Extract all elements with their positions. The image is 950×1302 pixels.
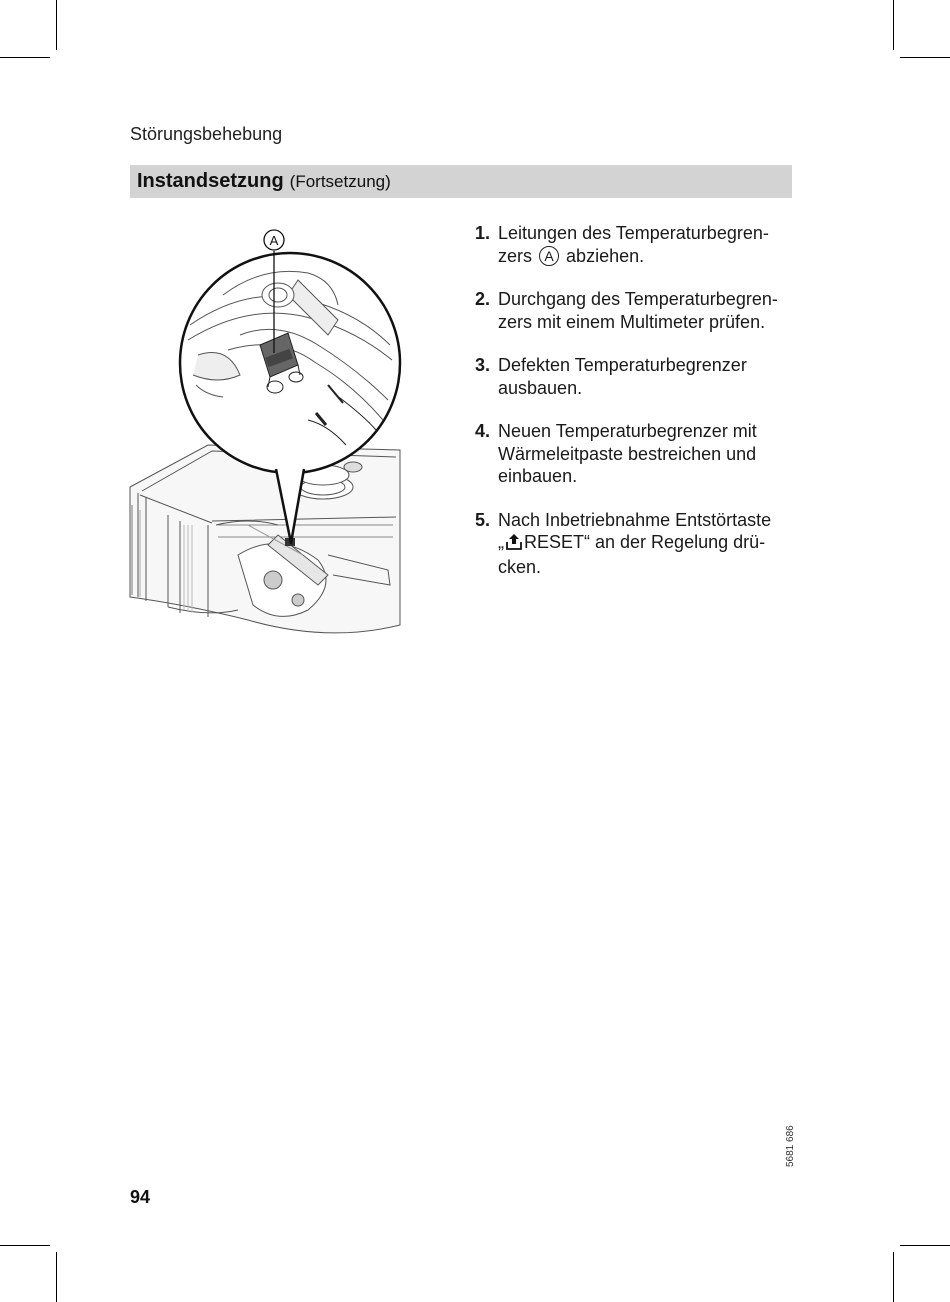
step-text: Leitungen des Temperaturbegren- zers A abziehen. [498,223,769,266]
step-number: 2. [475,289,491,309]
step-4 [475,420,795,488]
crop-mark [893,1252,894,1302]
step-number: 1. [475,223,491,243]
heading-subtitle: (Fortsetzung) [289,171,391,191]
figure-callout-a: A [269,233,279,248]
step-number: 5. [475,509,491,530]
step-text: Neuen Temperaturbegrenzer mit Wärmeleitpaste bestreichen und einbauen. [498,421,757,486]
crop-mark [56,0,57,50]
step-2 [475,288,795,333]
step-number: 4. [475,421,491,441]
crop-mark [900,1245,950,1246]
crop-mark [900,57,950,58]
reset-icon [506,533,522,556]
section-label: Störungsbehebung [130,124,283,144]
step-1 [475,222,795,267]
callout-a-badge: A [539,246,559,266]
step-number: 3. [475,355,491,375]
crop-mark [56,1252,57,1302]
step-3 [475,354,795,399]
crop-mark [893,0,894,50]
section-heading [130,165,792,198]
document-number: 5681 686 [785,1125,796,1167]
page-number: 94 [130,1187,151,1207]
crop-mark [0,57,50,58]
crop-mark [0,1245,50,1246]
heading-title: Instandsetzung [137,170,284,192]
step-text: Nach Inbetriebnahme Entstörtaste „ RESET“ an der Regelung drü-cken. [498,509,772,577]
instruction-steps [475,222,795,599]
temperature-limiter-illustration [128,225,408,640]
step-5 [475,509,795,579]
step-text: Defekten Temperaturbegrenzer ausbauen. [498,355,747,398]
step-text: Durchgang des Temperaturbegren-zers mit einem Multimeter prüfen. [498,289,778,332]
